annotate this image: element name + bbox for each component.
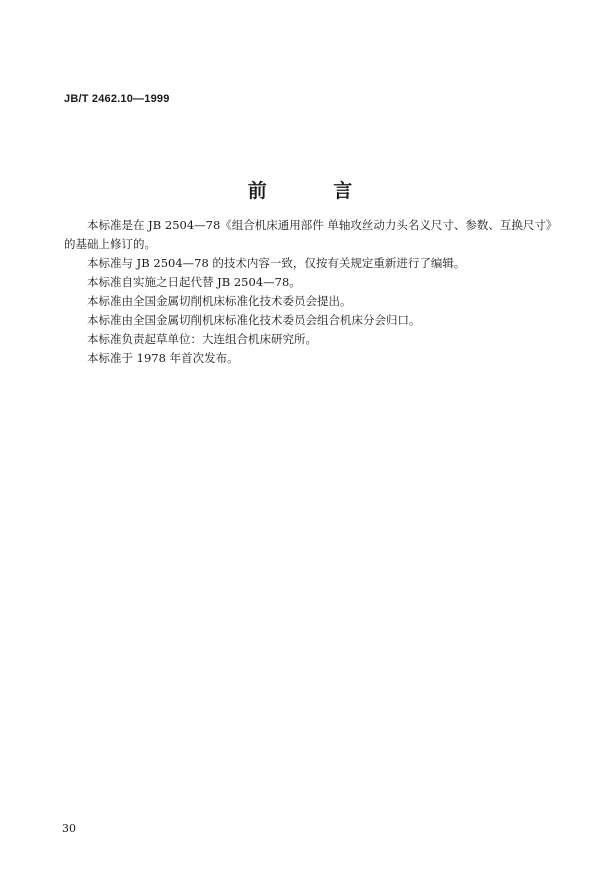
paragraph-drafting-unit: 本标准负责起草单位：大连组合机床研究所。 [87, 332, 317, 346]
paragraph-centralized-by: 本标准由全国金属切削机床标准化技术委员会组合机床分会归口。 [87, 313, 421, 327]
paragraph-replacement: 本标准自实施之日起代替 JB 2504—78。 [87, 275, 301, 289]
paragraph-proposed-by: 本标准由全国金属切削机床标准化技术委员会提出。 [87, 294, 352, 308]
paragraph-first-published: 本标准于 1978 年首次发布。 [87, 351, 239, 365]
paragraph-revision-basis: 本标准是在 JB 2504—78《组合机床通用部件 单轴攻丝动力头名义尺寸、参数、互换尺寸》的基础上修订的。 [64, 218, 552, 251]
page-title: 前 言 [247, 180, 383, 202]
foreword-body [64, 216, 556, 368]
paragraph-technical-content: 本标准与 JB 2504—78 的技术内容一致，仅按有关规定重新进行了编辑。 [87, 256, 466, 270]
page-number: 30 [62, 822, 76, 835]
standard-code: JB/T 2462.10—1999 [64, 93, 170, 105]
